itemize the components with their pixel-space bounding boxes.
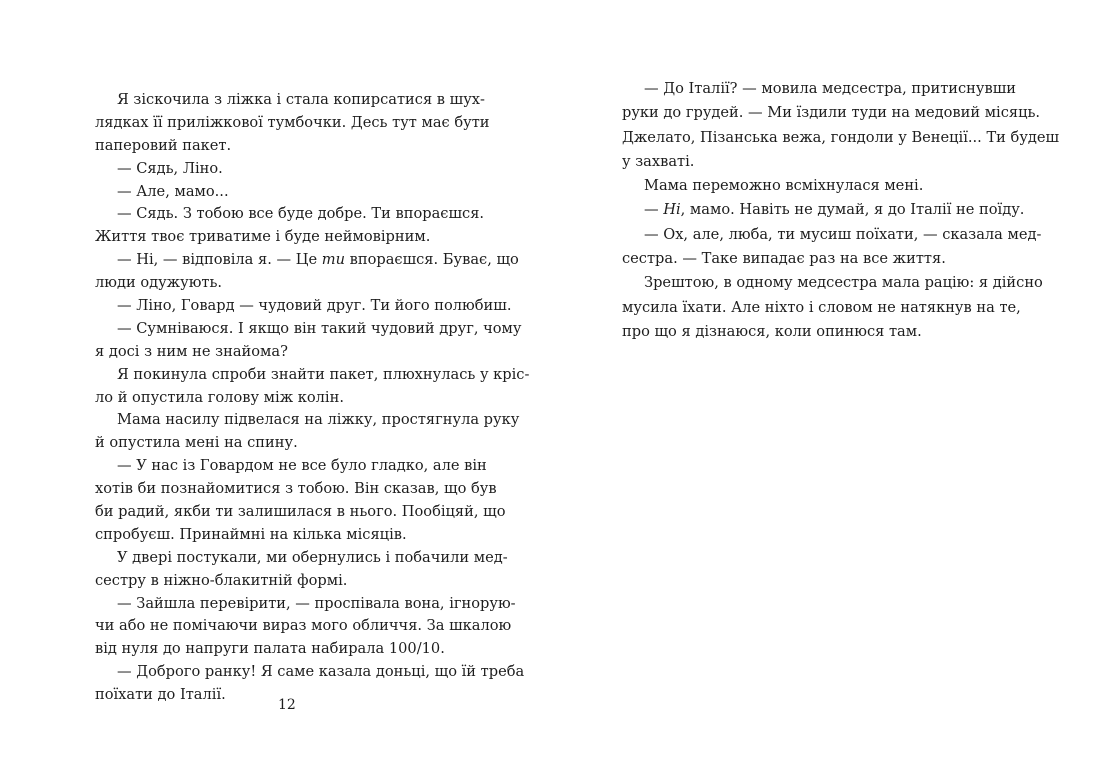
text-segment: — Ні, — відповіла я. — Це (117, 251, 322, 269)
text-line: Мама насилу підвелася на ліжку, простягнула руку (117, 411, 520, 429)
text-line (95, 249, 519, 272)
text-line: — Зайшла перевірити, — проспівала вона, ігнорую- (117, 594, 516, 612)
text-line: поїхати до Італії. (95, 686, 226, 704)
text-line: би радий, якби ти залишилася в нього. Пообіцяй, що (95, 503, 506, 521)
text-line: У двері постукали, ми обернулись і побачили мед- (117, 548, 508, 566)
page-number: 12 (278, 697, 296, 713)
text-line: — Доброго ранку! Я саме казала доньці, що їй треба (117, 663, 525, 681)
text-line: Зрештою, в одному медсестра мала рацію: я дійсно (644, 274, 1043, 292)
text-line: про що я дізнаюся, коли опинюся там. (622, 322, 922, 340)
left-page-text (95, 89, 530, 707)
text-line: лядках її приліжкової тумбочки. Десь тут має бути (95, 113, 490, 131)
text-segment: впораєшся. Буває, що (344, 251, 519, 269)
italic-text: ти (321, 251, 345, 269)
text-line: — Але, мамо... (117, 182, 229, 200)
text-line: Життя твоє триватиме і буде неймовірним. (95, 228, 431, 246)
text-line: Джелато, Пізанська вежа, гондоли у Венеції... Ти будеш (622, 128, 1060, 146)
italic-text: Ні (663, 201, 681, 219)
text-line: Мама переможно всміхнулася мені. (644, 177, 924, 195)
text-line: — Ох, але, люба, ти мусиш поїхати, — сказала мед- (644, 225, 1042, 243)
text-line: паперовий пакет. (95, 136, 232, 154)
text-segment: , мамо. Навіть не думай, я до Італії не поїду. (680, 201, 1025, 219)
text-line (622, 198, 1025, 222)
text-line: й опустила мені на спину. (95, 434, 298, 452)
text-line: — Сумніваюся. І якщо він такий чудовий друг, чому (117, 319, 522, 337)
text-line: люди одужують. (95, 274, 223, 292)
text-line: від нуля до напруги палата набирала 100/10. (95, 640, 445, 658)
text-line: сестру в ніжно-блакитній формі. (95, 571, 348, 589)
text-line: ло й опустила голову між колін. (95, 388, 344, 406)
text-line: — Сядь, Ліно. (117, 159, 223, 177)
text-line: хотів би познайомитися з тобою. Він сказав, що був (95, 480, 497, 498)
text-line: — Ліно, Говард — чудовий друг. Ти його полюбиш. (117, 297, 512, 315)
text-line: у захваті. (622, 152, 695, 170)
text-line: чи або не помічаючи вираз мого обличчя. За шкалою (95, 617, 512, 635)
text-line: Я покинула спроби знайти пакет, плюхнулась у кріс- (117, 365, 530, 383)
text-line: сестра. — Таке випадає раз на все життя. (622, 250, 946, 268)
text-line: Я зіскочила з ліжка і стала копирсатися в шух- (117, 91, 485, 108)
text-line: — Сядь. З тобою все буде добре. Ти впораєшся. (117, 205, 485, 223)
text-segment: — (644, 201, 664, 219)
text-line: спробуєш. Принаймні на кілька місяців. (95, 525, 407, 543)
text-line: я досі з ним не знайома? (95, 342, 288, 360)
text-line: — До Італії? — мовила медсестра, притиснувши (644, 80, 1016, 97)
text-line: — У нас із Говардом не все було гладко, але він (117, 457, 487, 475)
right-page-text (622, 77, 1060, 344)
text-line: мусила їхати. Але ніхто і словом не натякнув на те, (622, 298, 1021, 316)
text-line: руки до грудей. — Ми їздили туди на медовий місяць. (622, 104, 1041, 122)
